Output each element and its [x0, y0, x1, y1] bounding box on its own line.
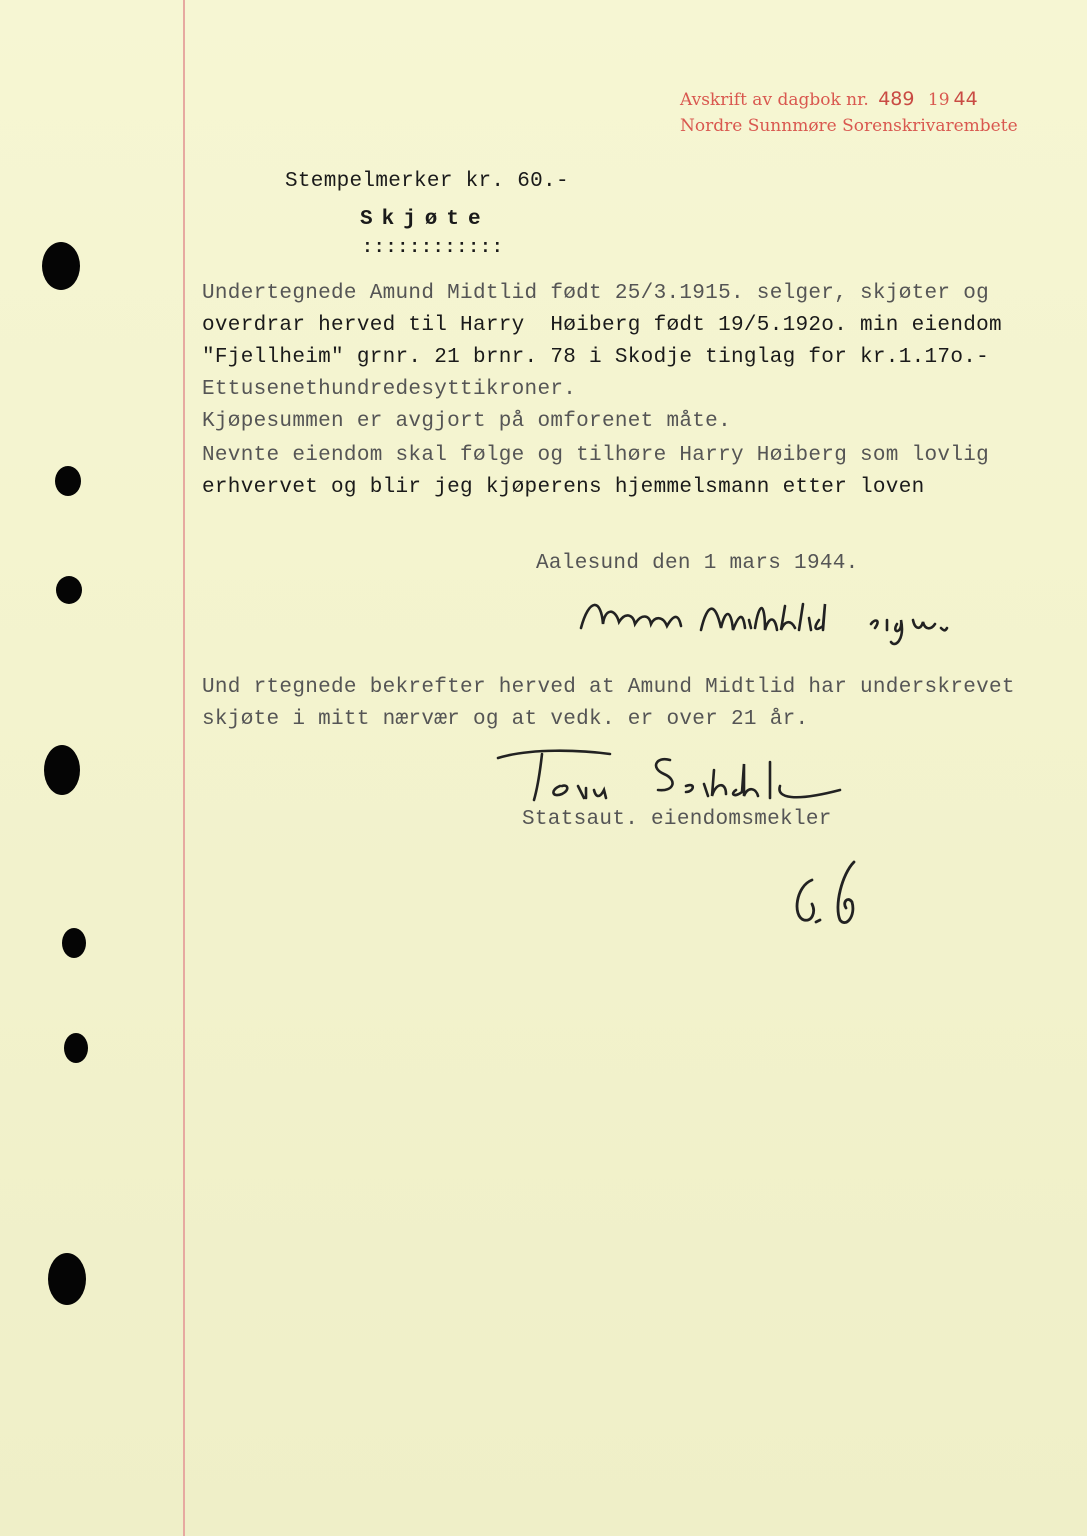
body-line: overdrar herved til Harry Høiberg født 19/5.192o. min eiendom	[202, 314, 1002, 337]
witness-line: skjøte i mitt nærvær og at vedk. er over 21 år.	[202, 708, 809, 731]
punch-hole	[48, 1253, 86, 1305]
body-line: Kjøpesummen er avgjort på omforenet måte.	[202, 410, 731, 433]
punch-hole	[62, 928, 86, 958]
witness-title: Statsaut. eiendomsmekler	[522, 808, 832, 831]
witness-line: Und rtegnede bekrefter herved at Amund Midtlid har underskrevet	[202, 676, 1015, 699]
punch-hole	[44, 745, 80, 795]
punch-hole	[56, 576, 82, 604]
body-line: erhvervet og blir jeg kjøperens hjemmelsmann etter loven	[202, 476, 925, 499]
stamp-duty: Stempelmerker kr. 60.-	[285, 170, 569, 193]
title-underline: ::::::::::::	[362, 238, 504, 258]
body-line: "Fjellheim" grnr. 21 brnr. 78 i Skodje tinglag for kr.1.17o.-	[202, 346, 990, 369]
punch-hole	[64, 1033, 88, 1063]
document-title: Skjøte	[360, 208, 490, 231]
archive-stamp-line-2	[680, 116, 1018, 136]
seller-signature	[575, 590, 965, 650]
initials	[782, 856, 882, 936]
witness-signature	[490, 746, 850, 808]
stamp-year-prefix: 19	[927, 90, 950, 110]
margin-rule	[183, 0, 185, 1536]
body-line: Undertegnede Amund Midtlid født 25/3.1915. selger, skjøter og	[202, 282, 990, 305]
body-line: Ettusenethundredesyttikroner.	[202, 378, 577, 401]
stamp-prefix: Avskrift av dagbok nr.	[680, 90, 869, 110]
stamp-office: Nordre Sunnmøre Sorenskrivarembete	[680, 116, 1018, 136]
archive-stamp-line-1	[680, 88, 978, 110]
place-date: Aalesund den 1 mars 1944.	[536, 552, 859, 575]
punch-hole	[42, 242, 80, 290]
punch-hole	[55, 466, 81, 496]
stamp-year-suffix: 44	[953, 88, 978, 110]
stamp-number: 489	[878, 88, 915, 110]
body-line: Nevnte eiendom skal følge og tilhøre Harry Høiberg som lovlig	[202, 444, 990, 467]
